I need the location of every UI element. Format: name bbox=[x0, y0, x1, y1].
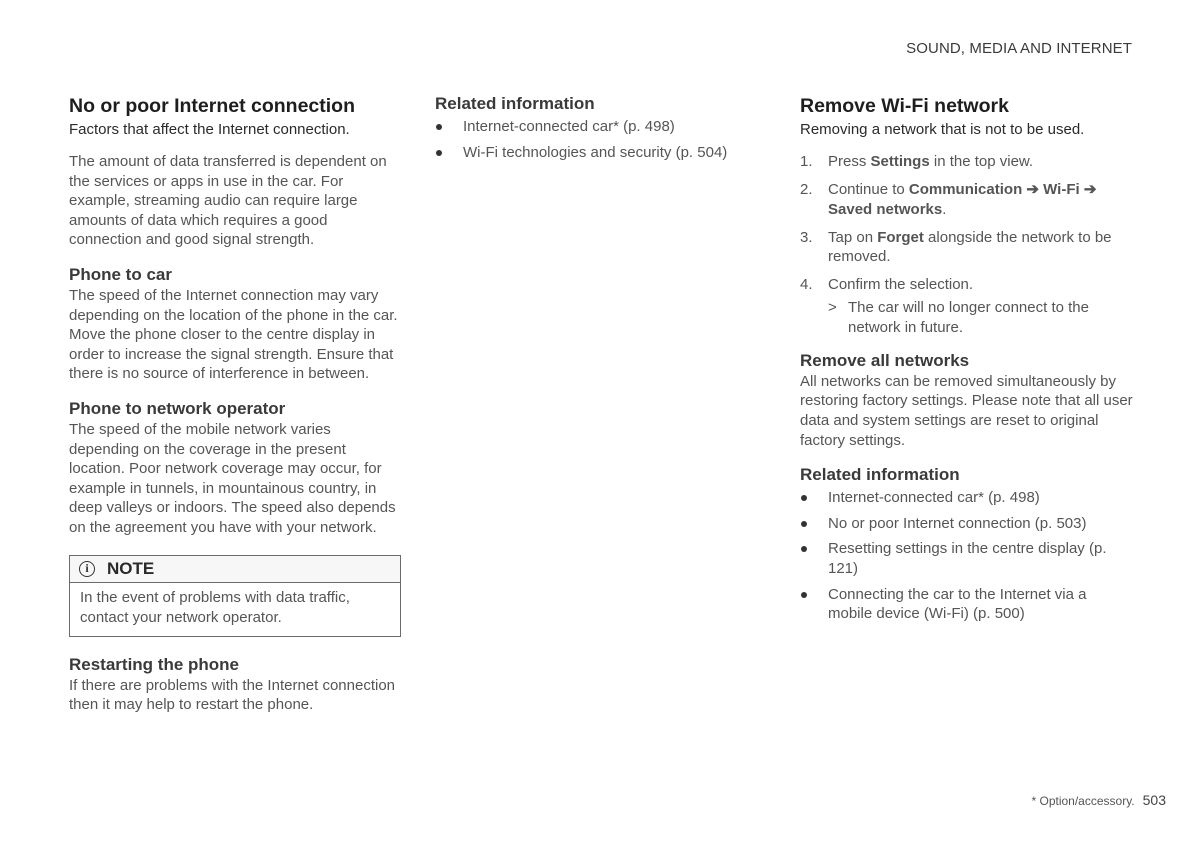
step-number: 3. bbox=[800, 228, 813, 246]
note-header bbox=[70, 556, 400, 583]
phone-to-network-text: The speed of the mobile network varies depending on the coverage in the present location. Poor network coverage may occur, for example in tunnels, in mountainous country, in deep valleys or indoors. The speed also depends on the agreement you have with your network. bbox=[69, 420, 396, 536]
step-item bbox=[800, 152, 1134, 172]
column-related-info bbox=[435, 93, 755, 168]
related-link[interactable] bbox=[800, 585, 1134, 624]
step-text: alongside the network to be removed. bbox=[828, 228, 1112, 266]
related-link-text[interactable]: Wi-Fi technologies and security (p. 504) bbox=[463, 143, 728, 161]
page-number: 503 bbox=[1142, 792, 1166, 808]
section-header: SOUND, MEDIA AND INTERNET bbox=[906, 40, 1132, 57]
page-title: No or poor Internet connection bbox=[69, 95, 355, 117]
note-text: In the event of problems with data traffic, contact your network operator. bbox=[80, 588, 350, 626]
related-link[interactable] bbox=[800, 488, 1134, 508]
body-text: The amount of data transferred is dependent on the services or apps in use in the car. For example, streaming audio can require large amounts of data which requires a good connection and good signal strength. bbox=[69, 153, 387, 249]
step-item bbox=[800, 228, 1134, 267]
step-number: 2. bbox=[800, 181, 813, 199]
step-result bbox=[828, 298, 1134, 337]
bullet-icon bbox=[801, 521, 807, 527]
related-link[interactable] bbox=[800, 539, 1134, 578]
remove-wifi-title: Remove Wi-Fi network bbox=[800, 95, 1009, 117]
step-item bbox=[800, 180, 1134, 219]
step-text: Press bbox=[828, 153, 871, 170]
related-info-heading: Related information bbox=[800, 465, 960, 485]
related-link-text[interactable]: Internet-connected car* (p. 498) bbox=[828, 489, 1040, 507]
related-link[interactable] bbox=[435, 117, 755, 137]
related-link-text[interactable]: No or poor Internet connection (p. 503) bbox=[828, 514, 1087, 532]
footnote: * Option/accessory. bbox=[1031, 794, 1135, 808]
step-text: . bbox=[942, 200, 947, 218]
step-text: Continue to bbox=[828, 181, 909, 199]
phone-to-car-text: The speed of the Internet connection may vary depending on the location of the phone in the car. Move the phone closer to the centre display in order to increase the signal strength. Ensure that there is no source of interference in between. bbox=[69, 286, 398, 383]
subheading-phone-to-network: Phone to network operator bbox=[69, 398, 286, 418]
related-link[interactable] bbox=[435, 143, 755, 163]
step-number: 1. bbox=[800, 153, 813, 170]
related-link-text[interactable]: Connecting the car to the Internet via a mobile device (Wi-Fi) (p. 500) bbox=[828, 585, 1087, 623]
column-no-poor-connection bbox=[69, 93, 403, 715]
result-text: The car will no longer connect to the network in future. bbox=[848, 299, 1089, 336]
bullet-icon bbox=[436, 124, 442, 130]
column-remove-wifi bbox=[800, 93, 1134, 630]
step-text: Confirm the selection. bbox=[828, 276, 974, 294]
remove-all-heading: Remove all networks bbox=[800, 350, 970, 370]
subheading-phone-to-car: Phone to car bbox=[69, 264, 172, 284]
bullet-icon bbox=[436, 150, 442, 156]
step-menu-label: Settings bbox=[870, 153, 930, 170]
step-text: in the top view. bbox=[929, 153, 1034, 170]
remove-all-text: All networks can be removed simultaneously by restoring factory settings. Please note that all user data and system settings are reset to original factory settings. bbox=[800, 372, 1133, 449]
step-text: Tap on bbox=[828, 228, 878, 246]
info-icon: i bbox=[79, 561, 95, 577]
note-box bbox=[69, 555, 401, 637]
step-menu-path: Communication ➔ Wi-Fi ➔ Saved networks bbox=[828, 181, 1097, 218]
restarting-phone-text: If there are problems with the Internet connection then it may help to restart the phone. bbox=[69, 676, 396, 714]
steps-list bbox=[800, 152, 1134, 337]
related-link-text[interactable]: Resetting settings in the centre display (p. 121) bbox=[828, 540, 1107, 577]
related-links-list bbox=[800, 488, 1134, 624]
subheading-restarting-phone: Restarting the phone bbox=[69, 654, 240, 674]
bullet-icon bbox=[801, 546, 807, 552]
related-link[interactable] bbox=[800, 514, 1134, 534]
remove-wifi-intro: Removing a network that is not to be used. bbox=[800, 121, 1085, 138]
bullet-icon bbox=[801, 592, 807, 598]
page-footer bbox=[1031, 792, 1166, 808]
step-item bbox=[800, 275, 1134, 337]
step-number: 4. bbox=[800, 276, 813, 294]
intro-text: Factors that affect the Internet connection. bbox=[69, 121, 350, 138]
related-info-heading: Related information bbox=[435, 94, 595, 113]
result-marker-icon: > bbox=[828, 299, 837, 317]
step-menu-label: Forget bbox=[877, 228, 924, 246]
related-links-list bbox=[435, 117, 755, 162]
related-link-text[interactable]: Internet-connected car* (p. 498) bbox=[463, 118, 675, 135]
bullet-icon bbox=[801, 495, 807, 501]
note-title: NOTE bbox=[107, 558, 155, 578]
